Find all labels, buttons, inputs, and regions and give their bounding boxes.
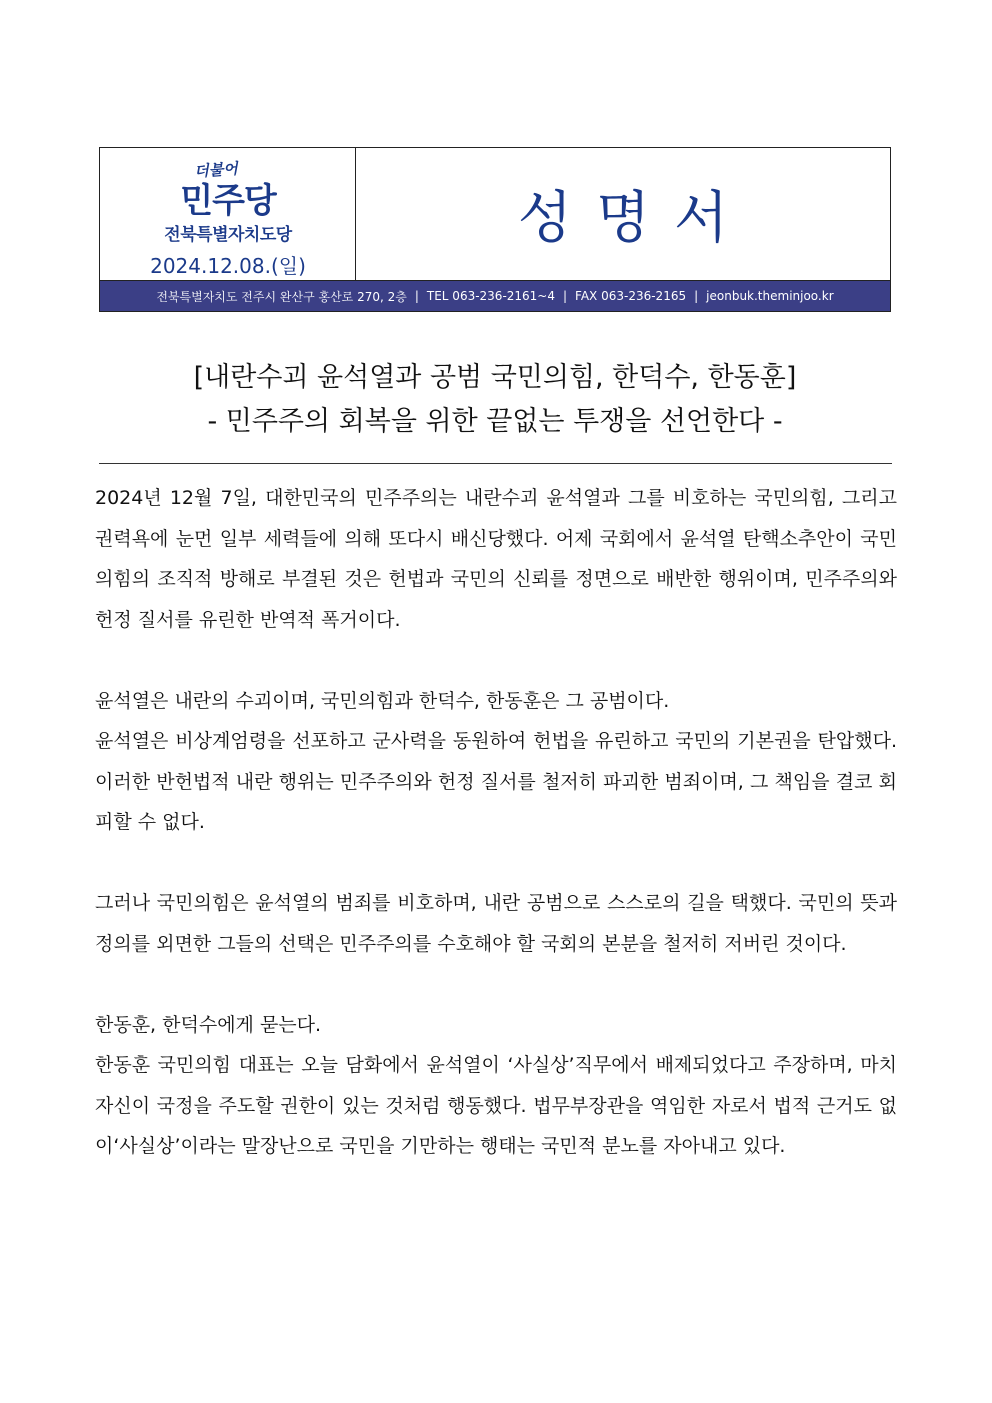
paragraph-gap (95, 843, 897, 884)
paragraph-gap (95, 640, 897, 681)
headline-divider (99, 463, 892, 464)
title-block (356, 148, 890, 280)
paragraph-1: 2024년 12월 7일, 대한민국의 민주주의는 내란수괴 윤석열과 그를 비호하는 국민의힘, 그리고 권력욕에 눈먼 일부 세력들에 의해 또다시 배신당했다. 어제 국회에서 윤석열 탄핵소추안이 국민의힘의 조직적 방해로 부결된 것은 헌법과 국민의 신뢰를 정면으로 배반한 행위이며, 민주주의와 헌정 질서를 유린한 반역적 폭거이다. (95, 487, 897, 631)
logo-small-text: 더불어 (193, 159, 239, 181)
letterhead (99, 147, 891, 312)
paragraph-3: 윤석열은 비상계엄령을 선포하고 군사력을 동원하여 헌법을 유린하고 국민의 기본권을 탄압했다. 이러한 반헌법적 내란 행위는 민주주의와 헌정 질서를 철저히 파괴한 범죄이며, 그 책임을 결코 회피할 수 없다. (95, 730, 897, 833)
statement-body (95, 478, 897, 1167)
contact-bar (100, 280, 890, 311)
paragraph-4: 그러나 국민의힘은 윤석열의 범죄를 비호하며, 내란 공범으로 스스로의 길을 택했다. 국민의 뜻과 정의를 외면한 그들의 선택은 민주주의를 수호해야 할 국회의 본분을 철저히 저버린 것이다. (95, 892, 897, 955)
separator: | (694, 289, 699, 303)
paragraph-gap (95, 964, 897, 1005)
separator: | (414, 289, 419, 303)
logo-sub-text: 전북특별자치도당 (164, 225, 292, 245)
paragraph-6: 한동훈 국민의힘 대표는 오늘 담화에서 윤석열이 ‘사실상’직무에서 배제되었다고 주장하며, 마치 자신이 국정을 주도할 권한이 있는 것처럼 행동했다. 법무부장관을 역임한 자로서 법적 근거도 없이‘사실상’이라는 말장난으로 국민을 기만하는 행태는 국민적 분노를 자아내고 있다. (95, 1054, 897, 1157)
tel-text: TEL 063-236-2161~4 (426, 289, 555, 303)
document-date: 2024.12.08.(일) (150, 254, 306, 278)
paragraph-2: 윤석열은 내란의 수괴이며, 국민의힘과 한덕수, 한동훈은 그 공범이다. (95, 689, 670, 712)
address-text: 전북특별자치도 전주시 완산구 홍산로 270, 2층 (156, 289, 407, 304)
separator: | (563, 289, 568, 303)
headline-line-2: - 민주주의 회복을 위한 끝없는 투쟁을 선언한다 - (207, 406, 783, 437)
party-logo-block (100, 148, 356, 280)
headline (99, 356, 891, 444)
headline-line-1: [내란수괴 윤석열과 공범 국민의힘, 한덕수, 한동훈] (193, 362, 797, 393)
paragraph-5: 한동훈, 한덕수에게 묻는다. (95, 1013, 322, 1036)
fax-text: FAX 063-236-2165 (575, 289, 687, 303)
logo-main-text: 민주당 (180, 181, 276, 221)
website-text: jeonbuk.theminjoo.kr (706, 289, 834, 303)
document-title: 성명서 (517, 186, 753, 251)
